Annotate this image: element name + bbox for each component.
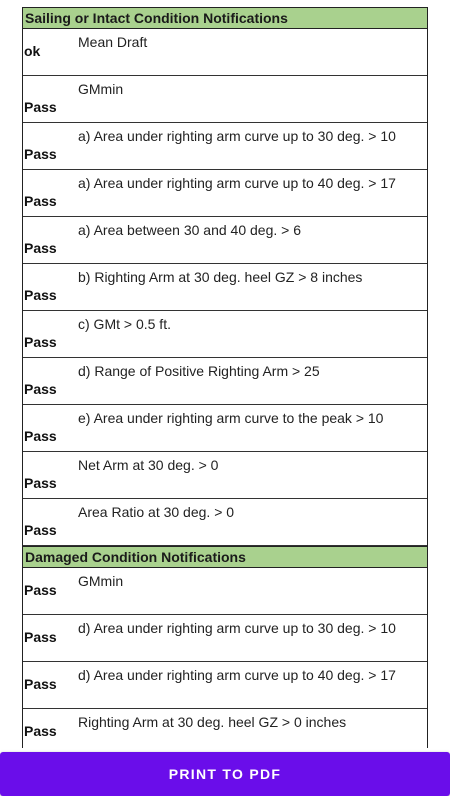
criterion-label: d) Area under righting arm curve up to 40 deg. > 17 [78, 667, 396, 683]
criterion-label: d) Area under righting arm curve up to 30 deg. > 10 [78, 620, 396, 636]
criterion-label: b) Righting Arm at 30 deg. heel GZ > 8 inches [78, 269, 363, 285]
criterion-label: d) Range of Positive Righting Arm > 25 [78, 363, 320, 379]
table-row [23, 452, 427, 499]
status-badge: Pass [24, 146, 57, 162]
criterion-label: c) GMt > 0.5 ft. [78, 316, 171, 332]
status-badge: Pass [24, 287, 57, 303]
table-row [23, 29, 427, 76]
criterion-label: Area Ratio at 30 deg. > 0 [78, 504, 235, 520]
table-row [23, 615, 427, 662]
table-row [23, 123, 427, 170]
table-row [23, 568, 427, 615]
criterion-label: a) Area between 30 and 40 deg. > 6 [78, 222, 302, 238]
status-badge: Pass [24, 381, 57, 397]
status-badge: Pass [24, 475, 57, 491]
criterion-label: a) Area under righting arm curve up to 40 deg. > 17 [78, 175, 396, 191]
status-badge: Pass [24, 676, 57, 692]
status-badge: Pass [24, 629, 57, 645]
status-badge: ok [24, 43, 41, 59]
status-badge: Pass [24, 582, 57, 598]
criterion-label: GMmin [78, 81, 124, 97]
table-row [23, 358, 427, 405]
status-badge: Pass [24, 334, 57, 350]
section-header-intact: Sailing or Intact Condition Notifications [23, 7, 427, 29]
table-row [23, 405, 427, 452]
table-row [23, 311, 427, 358]
status-badge: Pass [24, 193, 57, 209]
status-badge: Pass [24, 522, 57, 538]
status-badge: Pass [24, 240, 57, 256]
table-row [23, 709, 427, 748]
print-to-pdf-button[interactable]: PRINT TO PDF [0, 752, 450, 796]
table-row [23, 662, 427, 709]
criterion-label: e) Area under righting arm curve to the peak > 10 [78, 410, 384, 426]
status-badge: Pass [24, 428, 57, 444]
table-row [23, 264, 427, 311]
status-badge: Pass [24, 99, 57, 115]
criterion-label: a) Area under righting arm curve up to 30 deg. > 10 [78, 128, 396, 144]
criterion-label: GMmin [78, 573, 124, 589]
criterion-label: Net Arm at 30 deg. > 0 [78, 457, 219, 473]
table-row [23, 217, 427, 264]
table-row [23, 170, 427, 217]
bottom-strip [0, 796, 450, 800]
status-badge: Pass [24, 723, 57, 739]
section-header-damaged: Damaged Condition Notifications [23, 546, 427, 568]
notifications-table [22, 7, 428, 748]
table-row [23, 76, 427, 123]
table-row [23, 499, 427, 546]
criterion-label: Righting Arm at 30 deg. heel GZ > 0 inches [78, 714, 347, 730]
criterion-label: Mean Draft [78, 34, 148, 50]
